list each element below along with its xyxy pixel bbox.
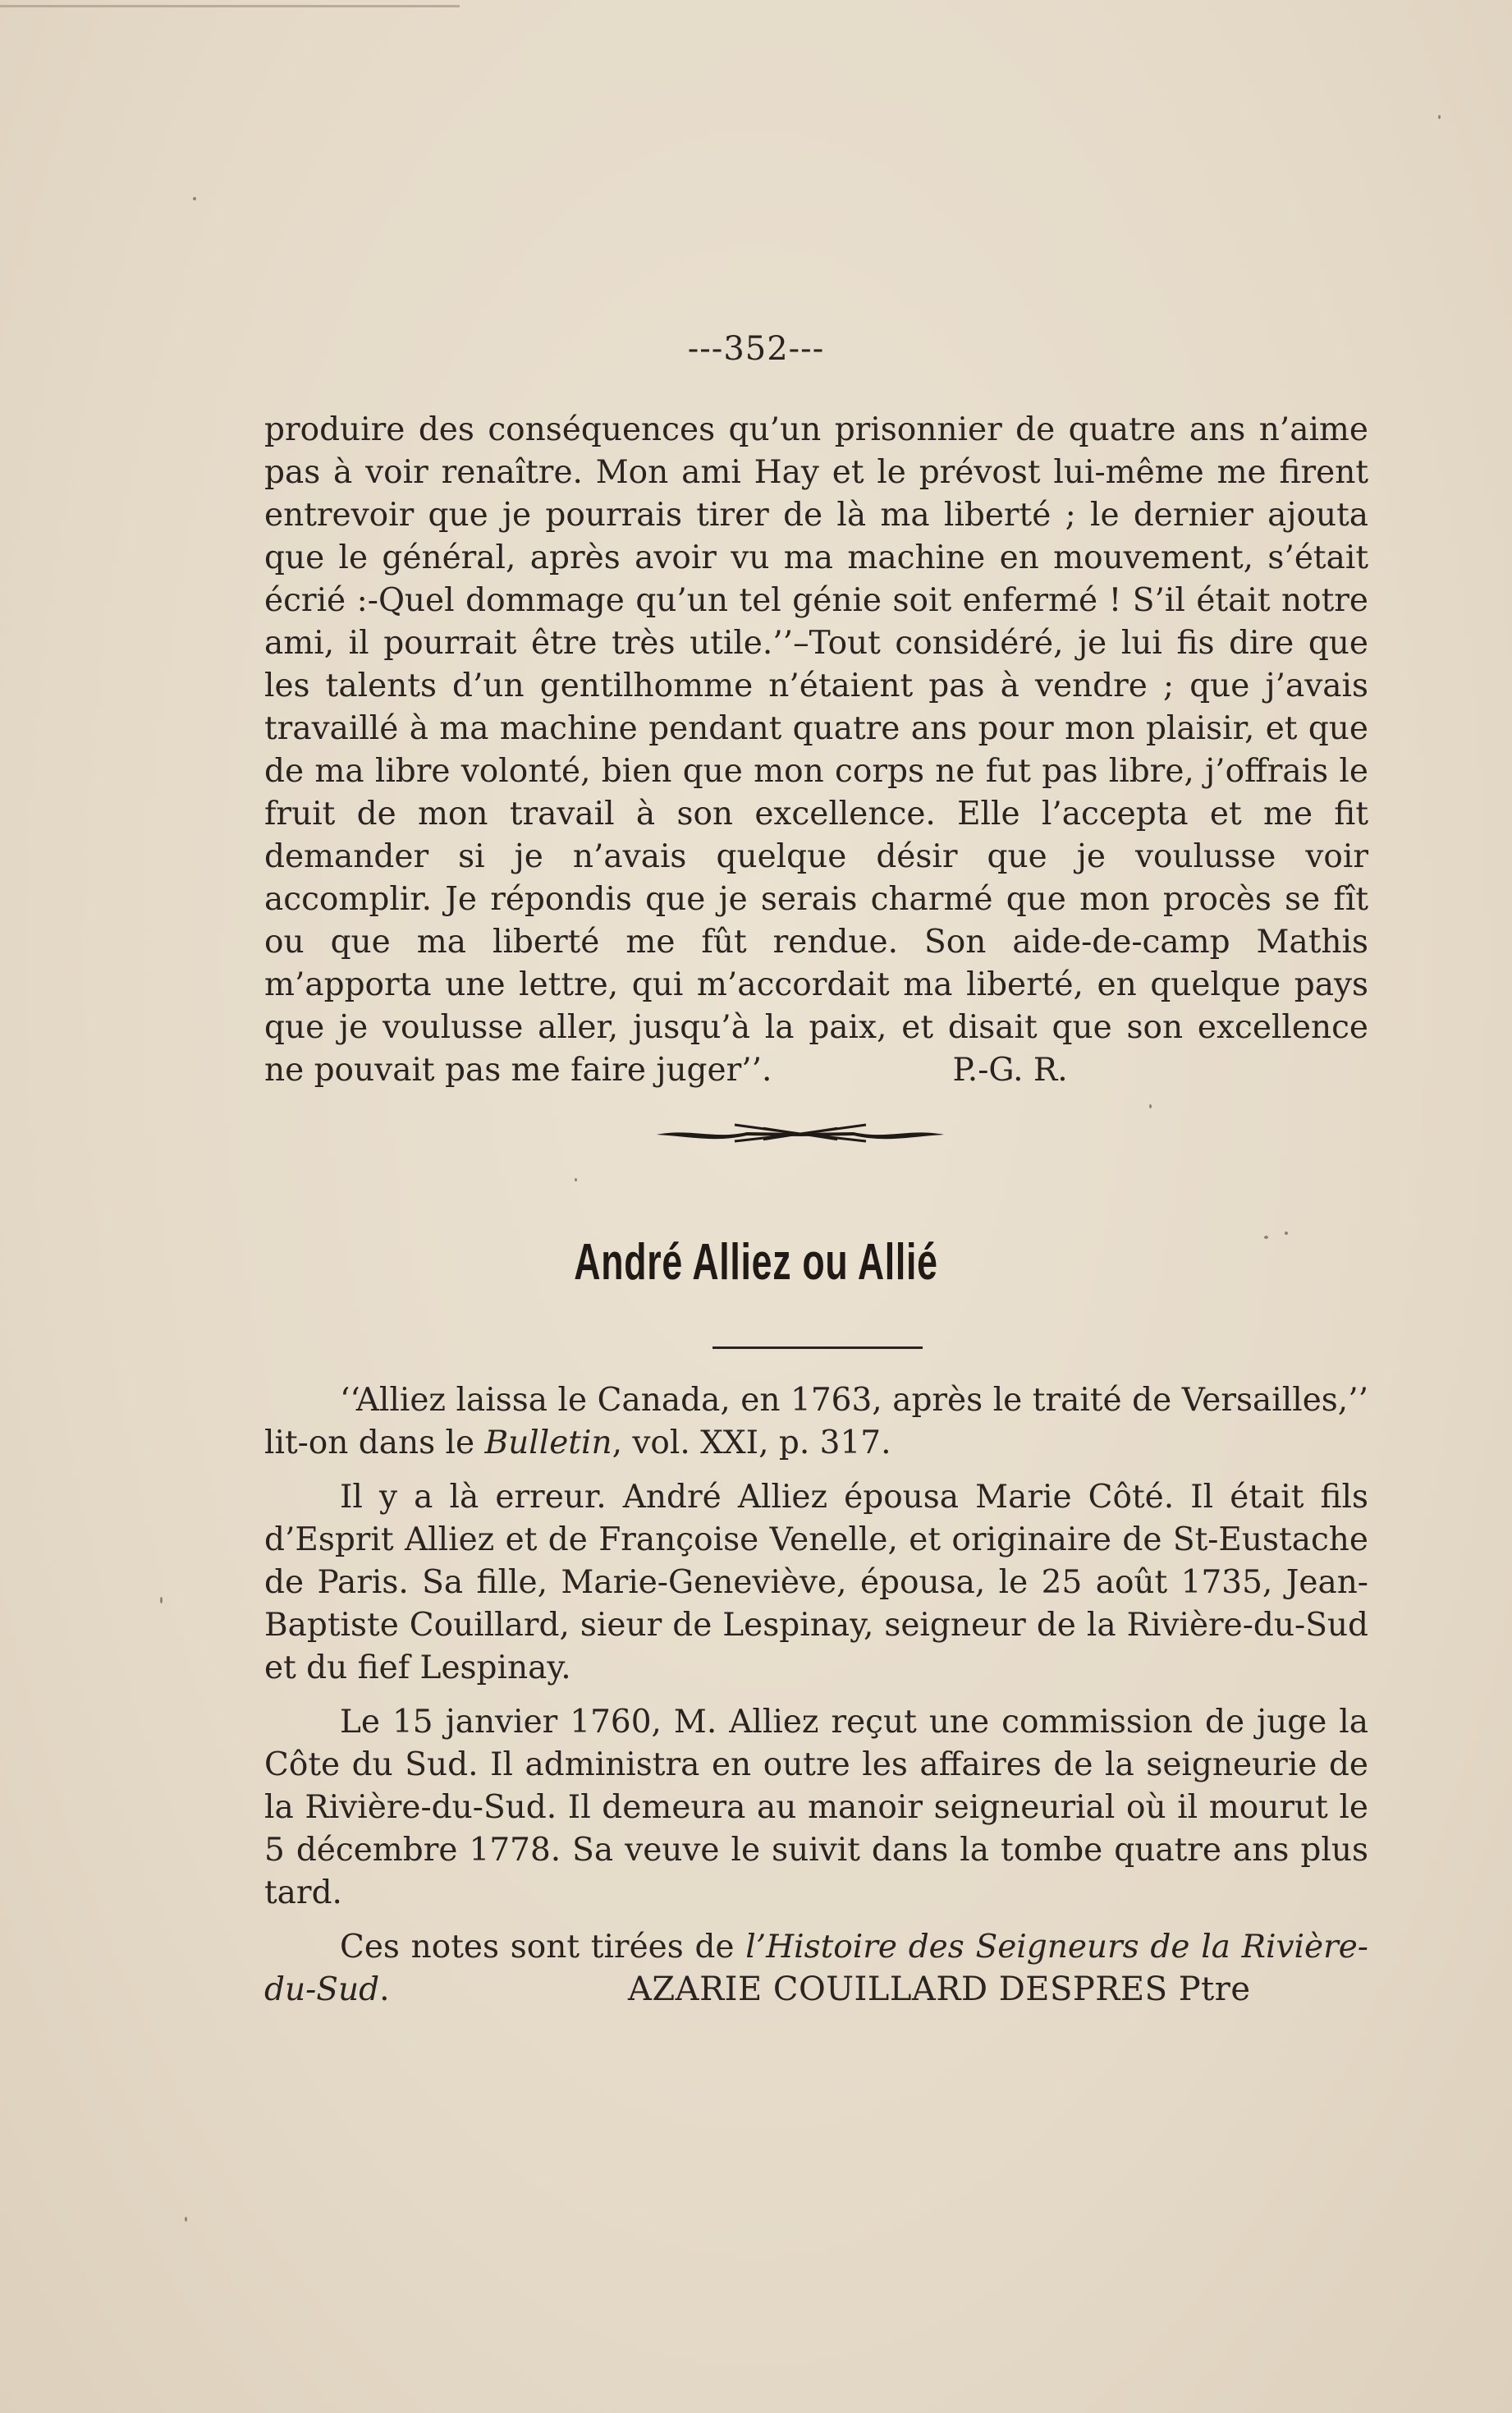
article-body xyxy=(264,1379,1368,2023)
letter-text: produire des conséquences qu’un prisonnier de quatre ans n’aime pas à voir renaître. Mon ami Hay et le prévost lui-même me firent entrevoir que je pourrais tirer de là ma liberté ; le dernier ajouta que le général, après avoir vu ma machine en mouvement, s’était écrié :-Quel dommage qu’un tel génie soit enfermé ! S’il était notre ami, il pourrait être très utile.’’–Tout considéré, je lui fis dire que les talents d’un gentilhomme n’étaient pas à vendre ; que j’avais travaillé à ma machine pendant quatre ans pour mon plaisir, et que de ma libre volonté, bien que mon corps ne fut pas libre, j’offrais le fruit de mon travail à son excellence. Elle l’accepta et me fit demander si je n’avais quelque désir que je voulusse voir accomplir. Je répondis que je serais charmé que mon procès se fît ou que ma liberté me fût rendue. Son aide-de-camp Mathis m’apporta une lettre, qui m’accordait ma liberté, en quelque pays que je voulusse aller, jusqu’à la paix, et disait que son excellence ne pouvait pas me faire juger’’. xyxy=(264,411,1368,1089)
letter-section xyxy=(264,409,1368,1092)
page-number: ---352--- xyxy=(687,330,825,368)
article-title: André Alliez ou Allié xyxy=(574,1234,938,1291)
bulletin-title: Bulletin xyxy=(484,1424,612,1461)
title-underline xyxy=(712,1346,923,1349)
paper-speck xyxy=(160,1597,163,1603)
ornament-divider-icon xyxy=(657,1117,944,1149)
top-edge-rule xyxy=(0,5,460,7)
paper-speck xyxy=(575,1178,577,1181)
p1-reference: , vol. XXI, p. 317. xyxy=(612,1424,891,1461)
article-author: AZARIE COUILLARD DESPRES Ptre xyxy=(628,1970,1251,2008)
letter-paragraph xyxy=(264,409,1368,1092)
p1-text: ‘‘Alliez laissa le Canada, en 1763, après le traité de Versailles,’’ lit-on dans le xyxy=(264,1382,1368,1461)
histoire-title: l’Histoire des Seigneurs de la Rivière-du-Sud xyxy=(264,1929,1368,2008)
paper-speck xyxy=(185,2217,187,2222)
letter-signature: P.-G. R. xyxy=(952,1052,1068,1089)
paper-speck xyxy=(1149,1104,1152,1108)
article-paragraph-2: Il y a là erreur. André Alliez épousa Marie Côté. Il était fils d’Esprit Alliez et de Françoise Venelle, et originaire de St-Eustache de Paris. Sa fille, Marie-Geneviève, épousa, le 25 août 1735, Jean-Baptiste Couillard, sieur de Lespinay, seigneur de la Rivière-du-Sud et du fief Lespinay. xyxy=(264,1479,1368,1686)
article-paragraph-1 xyxy=(264,1379,1368,1465)
paper-speck xyxy=(193,197,196,200)
p4-end: . xyxy=(379,1971,390,2008)
paper-speck xyxy=(1438,115,1441,119)
p4-text: Ces notes sont tirées de xyxy=(340,1929,746,1966)
paper-speck xyxy=(1285,1232,1288,1235)
article-paragraph-3: Le 15 janvier 1760, M. Alliez reçut une commission de juge la Côte du Sud. Il administra en outre les affaires de la seigneurie de la Rivière-du-Sud. Il demeura au manoir seigneurial où il mourut le 5 décembre 1778. Sa veuve le suivit dans la tombe quatre ans plus tard. xyxy=(264,1704,1368,1911)
paper-speck xyxy=(1264,1236,1268,1239)
